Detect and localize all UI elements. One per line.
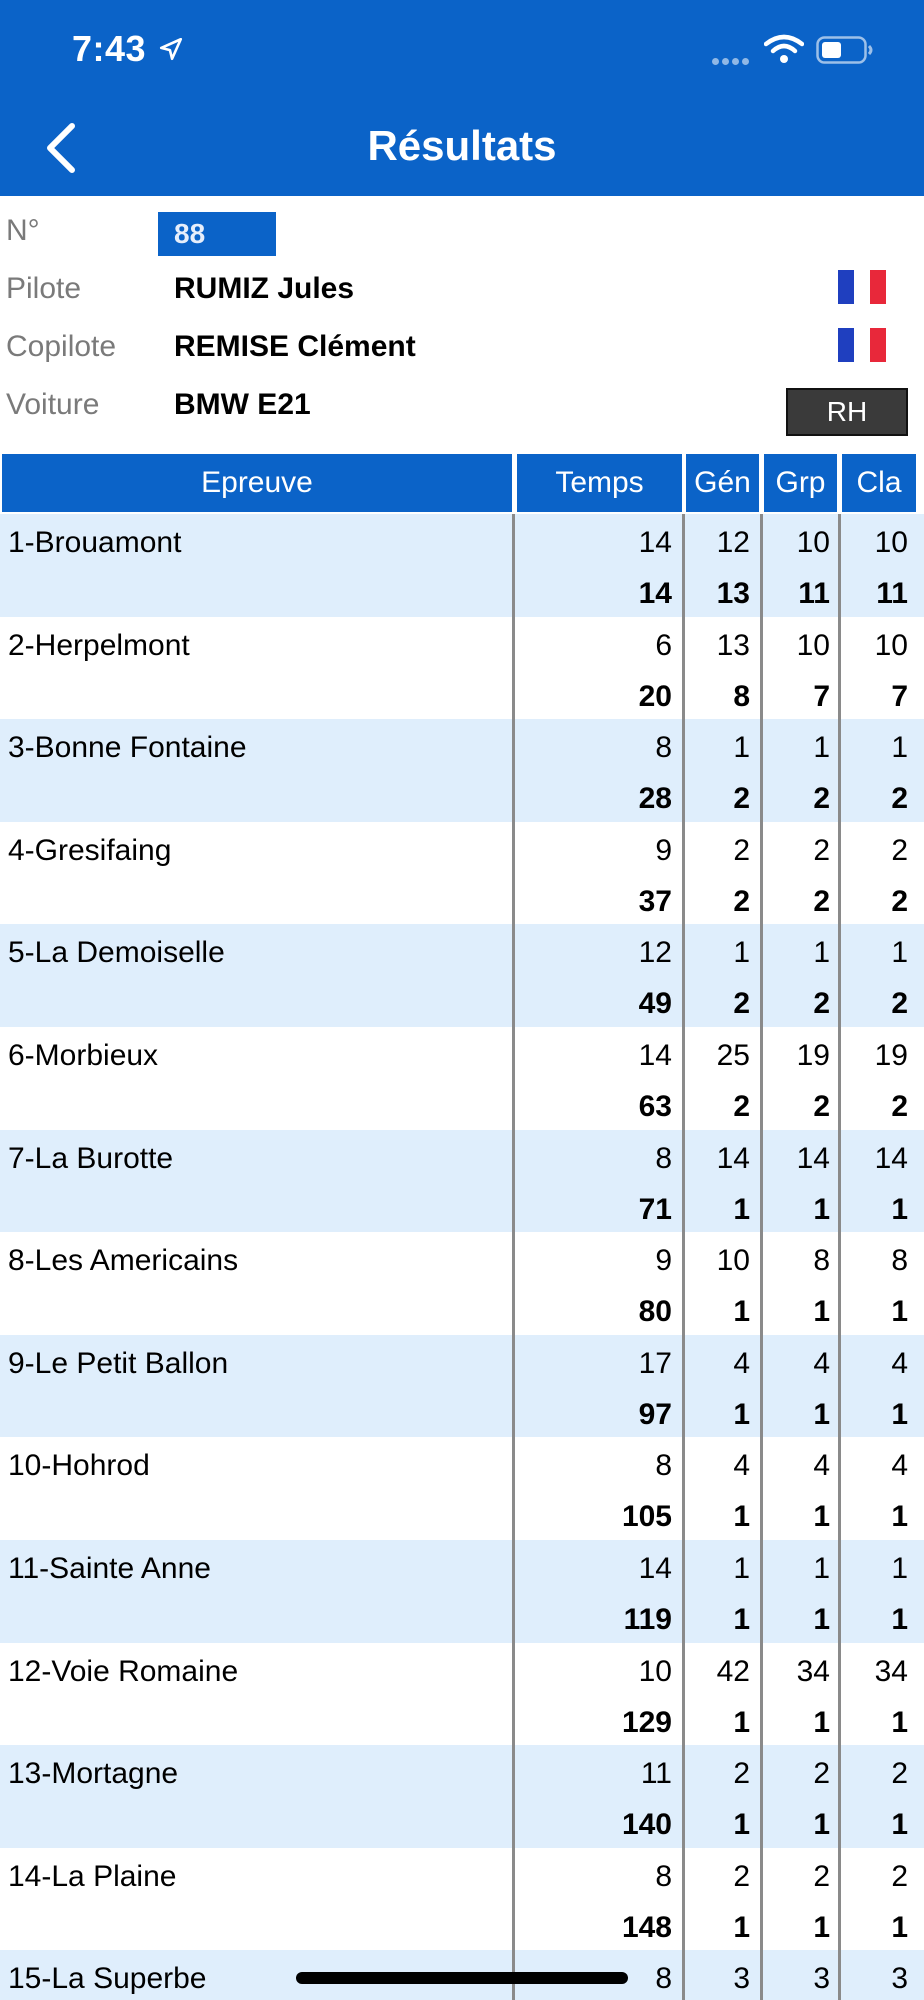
total-gen-rank: 2 <box>733 782 750 816</box>
stage-grp-rank: 8 <box>813 1244 830 1278</box>
total-cla-rank: 7 <box>891 679 908 713</box>
stage-time: 8 <box>655 731 672 765</box>
stage-time: 6 <box>655 628 672 662</box>
total-time: 28 <box>638 782 672 816</box>
total-gen-rank: 1 <box>733 1397 750 1431</box>
total-time: 49 <box>638 987 672 1021</box>
stage-grp-rank: 34 <box>796 1654 830 1688</box>
total-gen-rank: 1 <box>733 1808 750 1842</box>
table-row[interactable] <box>0 514 924 617</box>
total-cla-rank: 1 <box>891 1910 908 1944</box>
table-row[interactable] <box>0 1437 924 1540</box>
stage-grp-rank: 10 <box>796 526 830 559</box>
car-number: 88 <box>158 212 276 256</box>
info-row-copilot <box>0 320 924 378</box>
home-indicator[interactable] <box>296 1972 628 1984</box>
column-divider <box>512 514 515 2000</box>
results-list[interactable] <box>0 514 924 2000</box>
table-header <box>0 454 924 514</box>
column-divider <box>682 514 685 2000</box>
total-time: 20 <box>638 679 672 713</box>
stage-grp-rank: 14 <box>796 1141 830 1175</box>
stage-gen-rank: 1 <box>733 1551 750 1585</box>
stage-cla-rank: 10 <box>874 628 908 662</box>
total-time: 14 <box>638 577 672 610</box>
stage-grp-rank: 19 <box>796 1038 830 1072</box>
pilot-label: Pilote <box>6 272 82 305</box>
total-cla-rank: 1 <box>891 1192 908 1226</box>
stage-name: 11-Sainte Anne <box>8 1551 211 1585</box>
table-row[interactable] <box>0 1745 924 1848</box>
table-row[interactable] <box>0 1130 924 1233</box>
number-label: N° <box>6 214 40 247</box>
pilot-name: RUMIZ Jules <box>174 272 355 305</box>
info-row-number <box>0 204 924 262</box>
stage-gen-rank: 4 <box>733 1346 750 1380</box>
stage-cla-rank: 1 <box>891 936 908 970</box>
stage-gen-rank: 2 <box>733 833 750 867</box>
car-label: Voiture <box>6 388 100 421</box>
header-gen: Gén <box>686 454 759 512</box>
table-row[interactable] <box>0 924 924 1027</box>
total-cla-rank: 1 <box>891 1602 908 1636</box>
stage-time: 8 <box>655 1449 672 1483</box>
stage-cla-rank: 3 <box>891 1962 908 1996</box>
stage-cla-rank: 34 <box>874 1654 908 1688</box>
stage-grp-rank: 2 <box>813 1859 830 1893</box>
total-cla-rank: 1 <box>891 1500 908 1534</box>
car-model: BMW E21 <box>174 388 311 421</box>
total-time: 37 <box>638 884 672 918</box>
stage-name: 7-La Burotte <box>8 1141 174 1175</box>
total-grp-rank: 2 <box>813 987 830 1021</box>
copilot-name: REMISE Clément <box>174 330 416 363</box>
stage-gen-rank: 2 <box>733 1757 750 1791</box>
stage-gen-rank: 4 <box>733 1449 750 1483</box>
total-grp-rank: 2 <box>813 1089 830 1123</box>
stage-name: 3-Bonne Fontaine <box>8 731 247 765</box>
total-cla-rank: 1 <box>891 1295 908 1329</box>
total-gen-rank: 2 <box>733 884 750 918</box>
stage-cla-rank: 2 <box>891 1859 908 1893</box>
stage-time: 11 <box>640 1757 672 1791</box>
cellular-signal-icon <box>712 52 752 70</box>
stage-grp-rank: 3 <box>813 1962 830 1996</box>
header-time: Temps <box>517 454 682 512</box>
table-row[interactable] <box>0 822 924 925</box>
stage-name: 6-Morbieux <box>8 1038 159 1072</box>
total-grp-rank: 1 <box>813 1295 830 1329</box>
total-cla-rank: 2 <box>891 782 908 816</box>
total-cla-rank: 11 <box>876 577 908 610</box>
total-grp-rank: 1 <box>813 1397 830 1431</box>
stage-grp-rank: 2 <box>813 1757 830 1791</box>
total-gen-rank: 2 <box>733 987 750 1021</box>
total-cla-rank: 2 <box>891 987 908 1021</box>
total-time: 148 <box>621 1910 672 1944</box>
table-row[interactable] <box>0 1643 924 1746</box>
header-cla: Cla <box>842 454 916 512</box>
stage-name: 10-Hohrod <box>8 1449 150 1483</box>
stage-gen-rank: 12 <box>716 526 750 559</box>
total-time: 119 <box>623 1602 672 1636</box>
stage-cla-rank: 8 <box>891 1244 908 1278</box>
info-row-car <box>0 378 924 436</box>
total-cla-rank: 2 <box>891 1089 908 1123</box>
table-row[interactable] <box>0 1232 924 1335</box>
stage-name: 9-Le Petit Ballon <box>8 1346 229 1380</box>
stage-time: 14 <box>638 526 672 559</box>
app-header <box>0 0 924 196</box>
total-gen-rank: 8 <box>733 679 750 713</box>
total-gen-rank: 13 <box>716 577 750 610</box>
stage-cla-rank: 19 <box>874 1038 908 1072</box>
header-stage: Epreuve <box>2 454 512 512</box>
total-grp-rank: 2 <box>813 782 830 816</box>
table-row[interactable] <box>0 1848 924 1951</box>
total-grp-rank: 1 <box>813 1910 830 1944</box>
stage-grp-rank: 10 <box>796 628 830 662</box>
stage-time: 8 <box>655 1141 672 1175</box>
total-grp-rank: 1 <box>813 1192 830 1226</box>
total-gen-rank: 1 <box>733 1602 750 1636</box>
page-title: Résultats <box>367 122 557 169</box>
stage-time: 17 <box>638 1346 672 1380</box>
table-row[interactable] <box>0 617 924 720</box>
table-row[interactable] <box>0 1335 924 1438</box>
table-row[interactable] <box>0 1027 924 1130</box>
stage-cla-rank: 4 <box>891 1449 908 1483</box>
total-time: 129 <box>621 1705 672 1739</box>
stage-time: 14 <box>638 1551 672 1585</box>
total-grp-rank: 11 <box>798 577 830 610</box>
stage-cla-rank: 1 <box>891 731 908 765</box>
stage-grp-rank: 4 <box>813 1346 830 1380</box>
total-gen-rank: 1 <box>733 1910 750 1944</box>
total-grp-rank: 7 <box>813 679 830 713</box>
total-time: 105 <box>621 1500 672 1534</box>
stage-time: 9 <box>655 833 672 867</box>
total-grp-rank: 1 <box>813 1602 830 1636</box>
stage-name: 15-La Superbe <box>8 1962 207 1996</box>
header-grp: Grp <box>764 454 837 512</box>
stage-gen-rank: 10 <box>716 1244 750 1278</box>
table-row[interactable] <box>0 1540 924 1643</box>
stage-time: 12 <box>638 936 672 970</box>
total-time: 71 <box>638 1192 672 1226</box>
stage-cla-rank: 14 <box>874 1141 908 1175</box>
total-grp-rank: 1 <box>813 1808 830 1842</box>
flag-france-icon <box>838 328 886 362</box>
stage-cla-rank: 2 <box>891 1757 908 1791</box>
stage-gen-rank: 1 <box>733 936 750 970</box>
stage-grp-rank: 2 <box>813 833 830 867</box>
total-grp-rank: 2 <box>813 884 830 918</box>
flag-france-icon <box>838 270 886 304</box>
stage-cla-rank: 2 <box>891 833 908 867</box>
stage-gen-rank: 3 <box>733 1962 750 1996</box>
stage-time: 14 <box>638 1038 672 1072</box>
stage-name: 2-Herpelmont <box>8 628 190 662</box>
column-divider <box>838 514 841 2000</box>
stage-gen-rank: 1 <box>733 731 750 765</box>
stage-name: 1-Brouamont <box>8 526 182 559</box>
stage-cla-rank: 10 <box>874 526 908 559</box>
stage-name: 8-Les Americains <box>8 1244 239 1278</box>
total-time: 97 <box>638 1397 672 1431</box>
total-time: 80 <box>638 1295 672 1329</box>
total-gen-rank: 1 <box>733 1705 750 1739</box>
stage-gen-rank: 13 <box>716 628 750 662</box>
total-grp-rank: 1 <box>813 1500 830 1534</box>
stage-cla-rank: 1 <box>891 1551 908 1585</box>
total-gen-rank: 1 <box>733 1295 750 1329</box>
info-row-pilot <box>0 262 924 320</box>
stage-gen-rank: 14 <box>716 1141 750 1175</box>
stage-grp-rank: 1 <box>813 1551 830 1585</box>
stage-time: 10 <box>638 1654 672 1688</box>
location-arrow-icon <box>158 36 184 62</box>
stage-grp-rank: 4 <box>813 1449 830 1483</box>
copilot-label: Copilote <box>6 330 117 363</box>
stage-gen-rank: 2 <box>733 1859 750 1893</box>
status-time: 7:43 <box>72 28 147 69</box>
stage-name: 5-La Demoiselle <box>8 936 225 970</box>
stage-gen-rank: 42 <box>716 1654 750 1688</box>
total-cla-rank: 1 <box>891 1705 908 1739</box>
stage-gen-rank: 25 <box>716 1038 750 1072</box>
stage-time: 8 <box>655 1962 672 1996</box>
total-time: 63 <box>638 1089 672 1123</box>
total-time: 140 <box>621 1808 672 1842</box>
stage-time: 8 <box>655 1859 672 1893</box>
total-cla-rank: 1 <box>891 1397 908 1431</box>
column-divider <box>760 514 763 2000</box>
total-gen-rank: 1 <box>733 1500 750 1534</box>
wifi-icon <box>764 34 804 64</box>
stage-name: 4-Gresifaing <box>8 833 172 867</box>
stage-name: 14-La Plaine <box>8 1859 177 1893</box>
total-cla-rank: 1 <box>891 1808 908 1842</box>
total-grp-rank: 1 <box>813 1705 830 1739</box>
total-gen-rank: 1 <box>733 1192 750 1226</box>
total-gen-rank: 2 <box>733 1089 750 1123</box>
stage-cla-rank: 4 <box>891 1346 908 1380</box>
total-cla-rank: 2 <box>891 884 908 918</box>
table-row[interactable] <box>0 719 924 822</box>
rh-button[interactable]: RH <box>786 388 908 436</box>
battery-icon <box>816 36 874 64</box>
stage-name: 12-Voie Romaine <box>8 1654 239 1688</box>
stage-time: 9 <box>655 1244 672 1278</box>
stage-name: 13-Mortagne <box>8 1757 179 1791</box>
stage-grp-rank: 1 <box>813 936 830 970</box>
stage-grp-rank: 1 <box>813 731 830 765</box>
